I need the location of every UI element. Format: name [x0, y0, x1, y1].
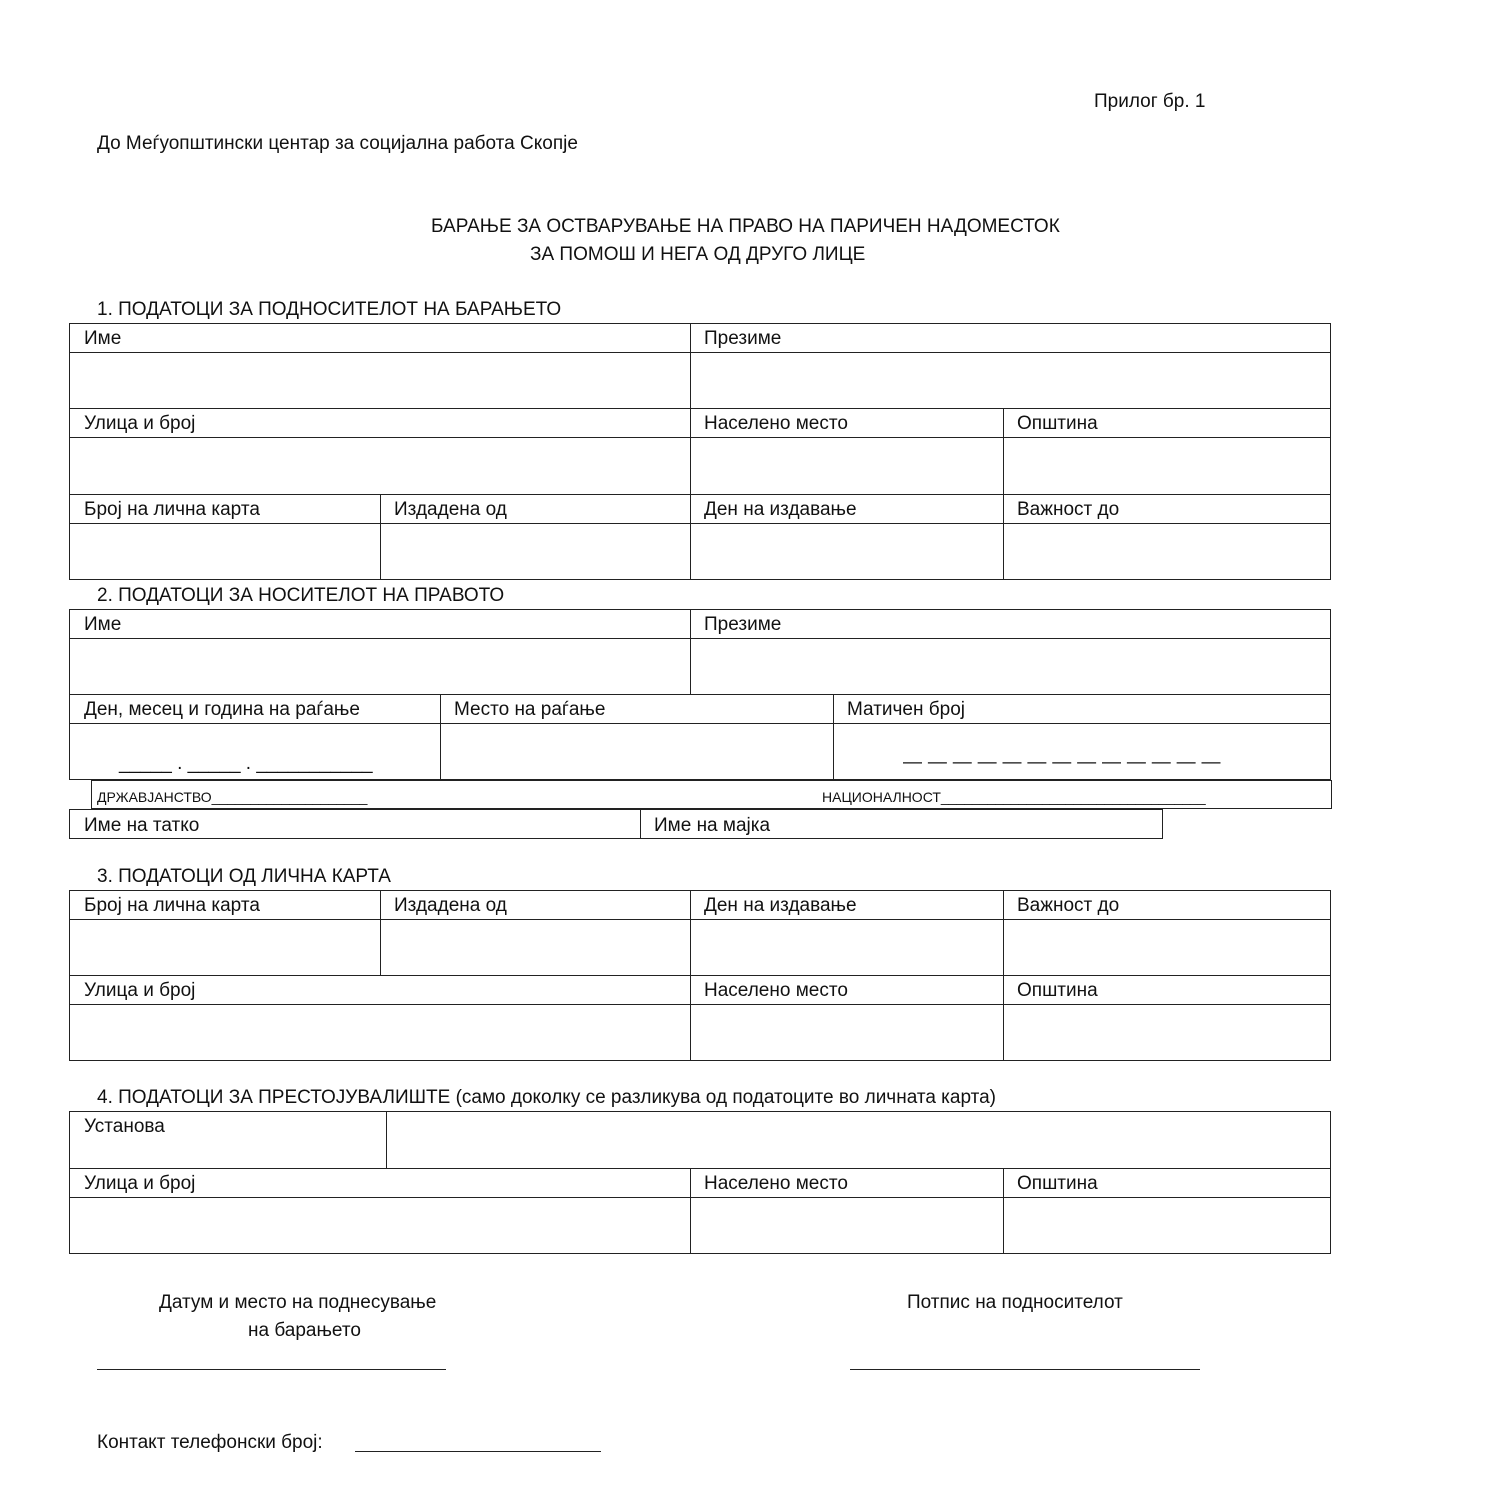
section-2-heading: 2. ПОДАТОЦИ ЗА НОСИТЕЛОТ НА ПРАВОТО	[97, 585, 505, 606]
date-place-label-line-2: на барањето	[248, 1320, 361, 1341]
holder-last-name-field[interactable]	[692, 640, 1329, 693]
applicant-last-name-field[interactable]	[692, 354, 1329, 407]
holder-last-name-label: Презиме	[704, 614, 782, 635]
parents-row	[69, 809, 1163, 839]
applicant-municipality-label: Општина	[1017, 413, 1098, 434]
applicant-first-name-label: Име	[84, 328, 122, 349]
signature-line[interactable]	[850, 1369, 1200, 1370]
residence-settlement-field[interactable]	[692, 1199, 1002, 1253]
applicant-issued-by-field[interactable]	[382, 525, 689, 579]
holder-personal-number-field[interactable]: — — — — — — — — — — — — —	[903, 752, 1221, 773]
id-issued-by-field[interactable]	[382, 921, 689, 974]
residence-street-field[interactable]	[71, 1199, 689, 1253]
id-municipality-label: Општина	[1017, 980, 1098, 1001]
id-issue-date-field[interactable]	[692, 921, 1002, 974]
holder-birth-place-label: Место на раѓање	[454, 699, 606, 720]
holder-first-name-label: Име	[84, 614, 122, 635]
id-municipality-field[interactable]	[1005, 1006, 1329, 1060]
applicant-issue-date-field[interactable]	[692, 525, 1002, 579]
citizenship-field[interactable]: ДРЖАВЈАНСТВО____________________	[97, 789, 368, 805]
applicant-valid-until-label: Важност до	[1017, 499, 1120, 520]
id-issue-date-label: Ден на издавање	[704, 895, 857, 916]
holder-birth-date-field[interactable]: _____ . _____ . ___________	[119, 753, 373, 774]
section-1-heading: 1. ПОДАТОЦИ ЗА ПОДНОСИТЕЛОТ НА БАРАЊЕТО	[97, 299, 562, 320]
holder-birth-place-field[interactable]	[442, 725, 832, 779]
section-4-heading: 4. ПОДАТОЦИ ЗА ПРЕСТОЈУВАЛИШТЕ (само доколку се разликува од податоците во личната карта)	[97, 1087, 997, 1108]
title-line-1: БАРАЊЕ ЗА ОСТВАРУВАЊЕ НА ПРАВО НА ПАРИЧЕН НАДОМЕСТОК	[431, 216, 1060, 237]
phone-label: Контакт телефонски број:	[97, 1432, 323, 1453]
applicant-last-name-label: Презиме	[704, 328, 782, 349]
id-settlement-label: Населено место	[704, 980, 848, 1001]
applicant-settlement-field[interactable]	[692, 439, 1002, 493]
applicant-first-name-field[interactable]	[71, 354, 689, 407]
id-street-field[interactable]	[71, 1006, 689, 1060]
id-street-label: Улица и број	[84, 980, 196, 1001]
residence-settlement-label: Населено место	[704, 1173, 848, 1194]
holder-birth-date-label: Ден, месец и година на раѓање	[84, 699, 360, 720]
applicant-settlement-label: Населено место	[704, 413, 848, 434]
annex-number: Прилог бр. 1	[1094, 91, 1206, 112]
id-valid-until-label: Важност до	[1017, 895, 1120, 916]
signature-label: Потпис на подносителот	[907, 1292, 1123, 1313]
residence-municipality-field[interactable]	[1005, 1199, 1329, 1253]
applicant-id-number-field[interactable]	[71, 525, 379, 579]
addressee: До Меѓуопштински центар за социјална работа Скопје	[97, 133, 578, 154]
applicant-street-field[interactable]	[71, 439, 689, 493]
applicant-id-number-label: Број на лична карта	[84, 499, 260, 520]
father-name-field[interactable]: Име на татко	[84, 815, 200, 836]
holder-personal-number-label: Матичен број	[847, 699, 965, 720]
section-3-heading: 3. ПОДАТОЦИ ОД ЛИЧНА КАРТА	[97, 866, 391, 887]
id-number-label: Број на лична карта	[84, 895, 260, 916]
holder-first-name-field[interactable]	[71, 640, 689, 693]
applicant-issue-date-label: Ден на издавање	[704, 499, 857, 520]
institution-label: Установа	[84, 1116, 165, 1137]
applicant-issued-by-label: Издадена од	[394, 499, 507, 520]
residence-street-label: Улица и број	[84, 1173, 196, 1194]
applicant-municipality-field[interactable]	[1005, 439, 1329, 493]
applicant-street-label: Улица и број	[84, 413, 196, 434]
nationality-field[interactable]: НАЦИОНАЛНОСТ__________________________________	[822, 789, 1206, 805]
institution-field[interactable]	[388, 1113, 1329, 1167]
id-valid-until-field[interactable]	[1005, 921, 1329, 974]
id-issued-by-label: Издадена од	[394, 895, 507, 916]
id-number-field[interactable]	[71, 921, 379, 974]
id-settlement-field[interactable]	[692, 1006, 1002, 1060]
phone-line[interactable]	[355, 1451, 601, 1452]
residence-municipality-label: Општина	[1017, 1173, 1098, 1194]
date-place-label-line-1: Датум и место на поднесување	[159, 1292, 437, 1313]
date-place-line[interactable]	[97, 1369, 446, 1370]
applicant-valid-until-field[interactable]	[1005, 525, 1329, 579]
title-line-2: ЗА ПОМОШ И НЕГА ОД ДРУГО ЛИЦЕ	[530, 244, 866, 265]
mother-name-field[interactable]: Име на мајка	[654, 815, 771, 836]
